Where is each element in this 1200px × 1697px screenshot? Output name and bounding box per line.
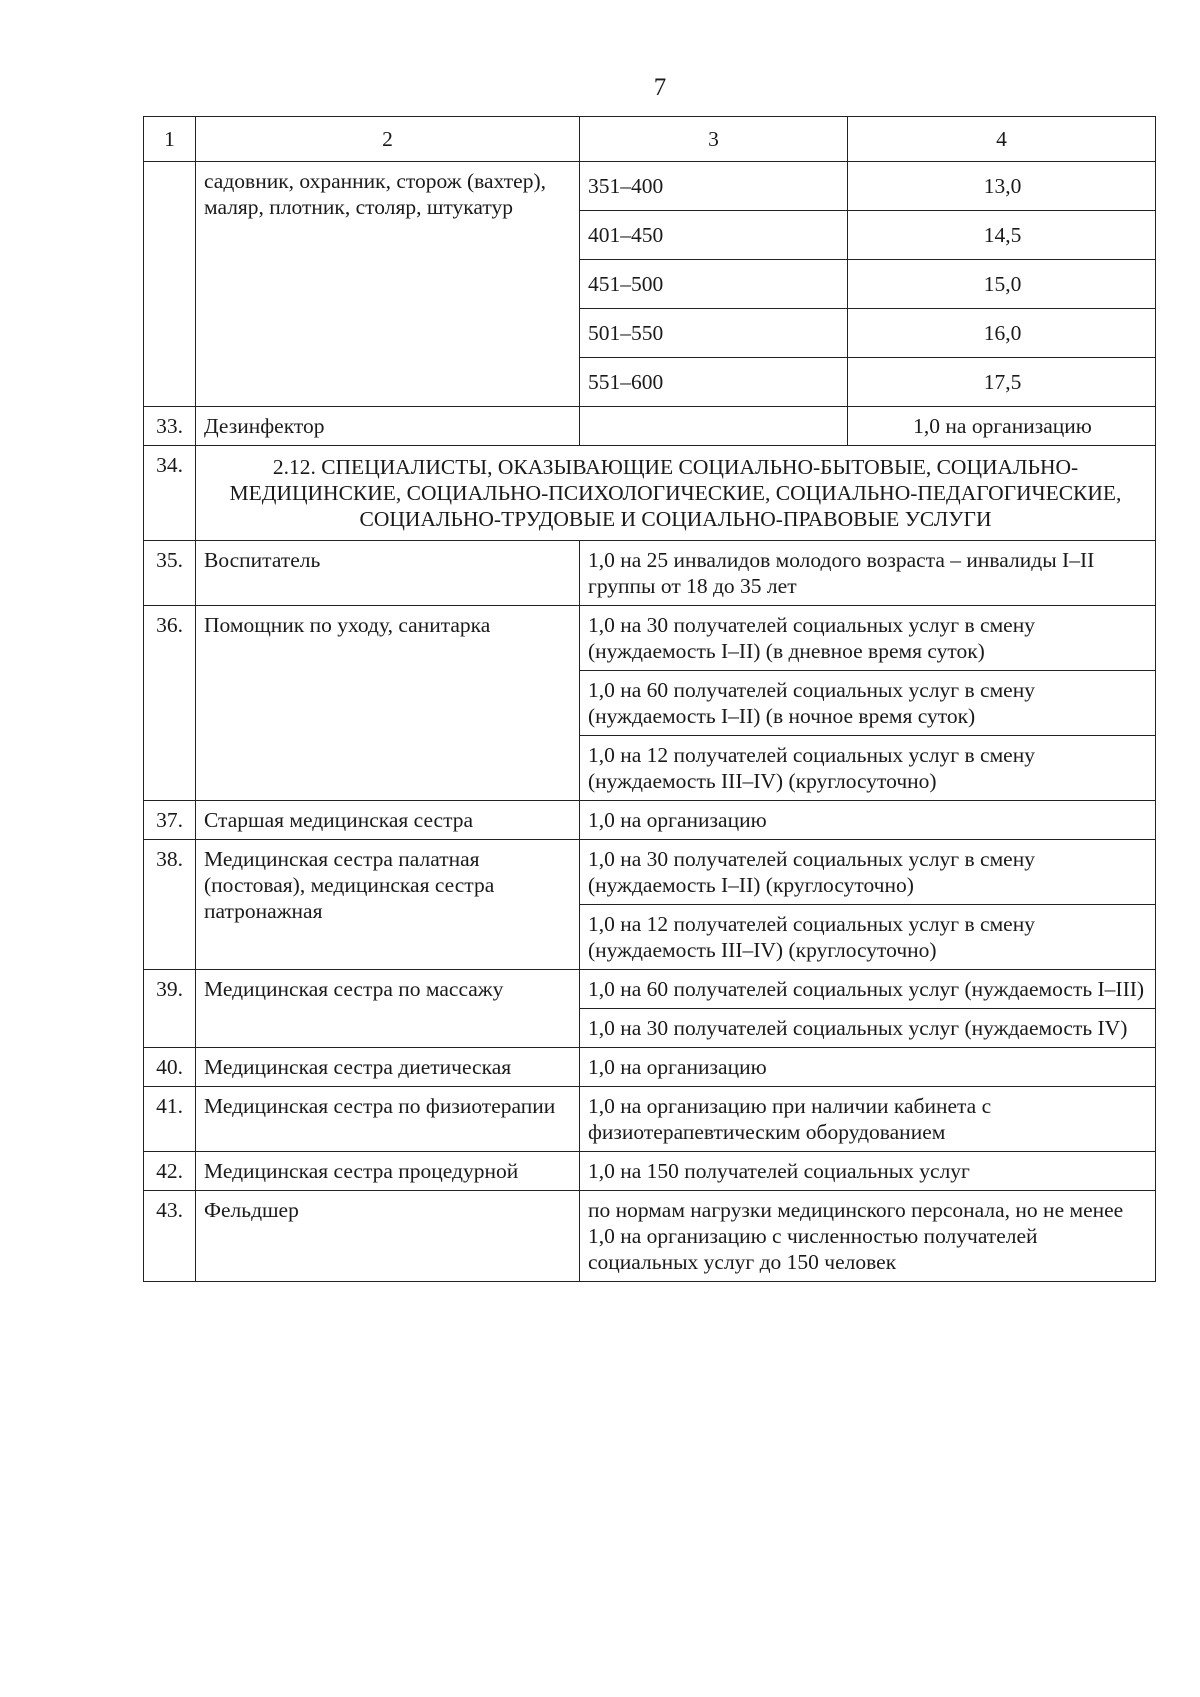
value-cell: 16,0 (848, 309, 1156, 358)
norm-cell: 1,0 на 12 получателей социальных услуг в смену (нуждаемость III–IV) (круглосуточно) (580, 736, 1156, 801)
table-row (144, 606, 1156, 671)
norm-cell: 1,0 на организацию при наличии кабинета с физиотерапевтическим оборудованием (580, 1087, 1156, 1152)
value-cell: 14,5 (848, 211, 1156, 260)
row-number: 40. (144, 1048, 196, 1087)
staff-norms-table (143, 116, 1156, 1282)
norm-cell: 1,0 на организацию (580, 1048, 1156, 1087)
norm-cell: 1,0 на 12 получателей социальных услуг в смену (нуждаемость III–IV) (круглосуточно) (580, 905, 1156, 970)
row-number: 42. (144, 1152, 196, 1191)
norm-cell: 1,0 на 60 получателей социальных услуг (нуждаемость I–III) (580, 970, 1156, 1009)
column-number-3: 3 (580, 117, 848, 162)
position-name: Медицинская сестра диетическая (196, 1048, 580, 1087)
range-cell: 551–600 (580, 358, 848, 407)
row-number: 43. (144, 1191, 196, 1282)
row-number: 37. (144, 801, 196, 840)
row-number: 36. (144, 606, 196, 801)
table-row (144, 1191, 1156, 1282)
norm-cell: 1,0 на 30 получателей социальных услуг в смену (нуждаемость I–II) (круглосуточно) (580, 840, 1156, 905)
column-number-2: 2 (196, 117, 580, 162)
row-number: 34. (144, 446, 196, 541)
table-row (144, 541, 1156, 606)
table-row (144, 970, 1156, 1009)
table-row (144, 1048, 1156, 1087)
range-cell: 451–500 (580, 260, 848, 309)
table-row (144, 1152, 1156, 1191)
range-cell: 401–450 (580, 211, 848, 260)
norm-cell: 1,0 на 30 получателей социальных услуг в смену (нуждаемость I–II) (в дневное время суток) (580, 606, 1156, 671)
table-row (144, 407, 1156, 446)
table-row (144, 162, 1156, 211)
row-number: 33. (144, 407, 196, 446)
section-heading: 2.12. СПЕЦИАЛИСТЫ, ОКАЗЫВАЮЩИЕ СОЦИАЛЬНО-БЫТОВЫЕ, СОЦИАЛЬНО-МЕДИЦИНСКИЕ, СОЦИАЛЬНО-ПСИХОЛОГИЧЕСКИЕ, СОЦИАЛЬНО-ПЕДАГОГИЧЕСКИЕ, СОЦИАЛЬНО-ТРУДОВЫЕ И СОЦИАЛЬНО-ПРАВОВЫЕ УСЛУГИ (196, 446, 1156, 541)
value-cell: 15,0 (848, 260, 1156, 309)
row-number: 38. (144, 840, 196, 970)
value-cell: 17,5 (848, 358, 1156, 407)
norm-cell: 1,0 на организацию (580, 801, 1156, 840)
position-name: Помощник по уходу, санитарка (196, 606, 580, 801)
row-number-empty (144, 162, 196, 407)
position-name: Фельдшер (196, 1191, 580, 1282)
range-cell: 501–550 (580, 309, 848, 358)
position-name: Медицинская сестра по физиотерапии (196, 1087, 580, 1152)
table-row (144, 801, 1156, 840)
range-cell-empty (580, 407, 848, 446)
position-name: Дезинфектор (196, 407, 580, 446)
position-name: Медицинская сестра палатная (постовая), медицинская сестра патронажная (196, 840, 580, 970)
position-name: садовник, охранник, сторож (вахтер), маляр, плотник, столяр, штукатур (196, 162, 580, 407)
position-name: Воспитатель (196, 541, 580, 606)
value-cell: 1,0 на организацию (848, 407, 1156, 446)
table-row (144, 1087, 1156, 1152)
norm-cell: 1,0 на 60 получателей социальных услуг в смену (нуждаемость I–II) (в ночное время суток) (580, 671, 1156, 736)
section-row (144, 446, 1156, 541)
column-numbers-row (144, 117, 1156, 162)
column-number-1: 1 (144, 117, 196, 162)
range-cell: 351–400 (580, 162, 848, 211)
norm-cell: по нормам нагрузки медицинского персонала, но не менее 1,0 на организацию с численностью получателей социальных услуг до 150 человек (580, 1191, 1156, 1282)
position-name: Медицинская сестра процедурной (196, 1152, 580, 1191)
column-number-4: 4 (848, 117, 1156, 162)
page-number: 7 (653, 74, 667, 101)
norm-cell: 1,0 на 150 получателей социальных услуг (580, 1152, 1156, 1191)
table-row (144, 840, 1156, 905)
row-number: 41. (144, 1087, 196, 1152)
row-number: 35. (144, 541, 196, 606)
row-number: 39. (144, 970, 196, 1048)
position-name: Старшая медицинская сестра (196, 801, 580, 840)
position-name: Медицинская сестра по массажу (196, 970, 580, 1048)
norm-cell: 1,0 на 25 инвалидов молодого возраста – инвалиды I–II группы от 18 до 35 лет (580, 541, 1156, 606)
value-cell: 13,0 (848, 162, 1156, 211)
norm-cell: 1,0 на 30 получателей социальных услуг (нуждаемость IV) (580, 1009, 1156, 1048)
